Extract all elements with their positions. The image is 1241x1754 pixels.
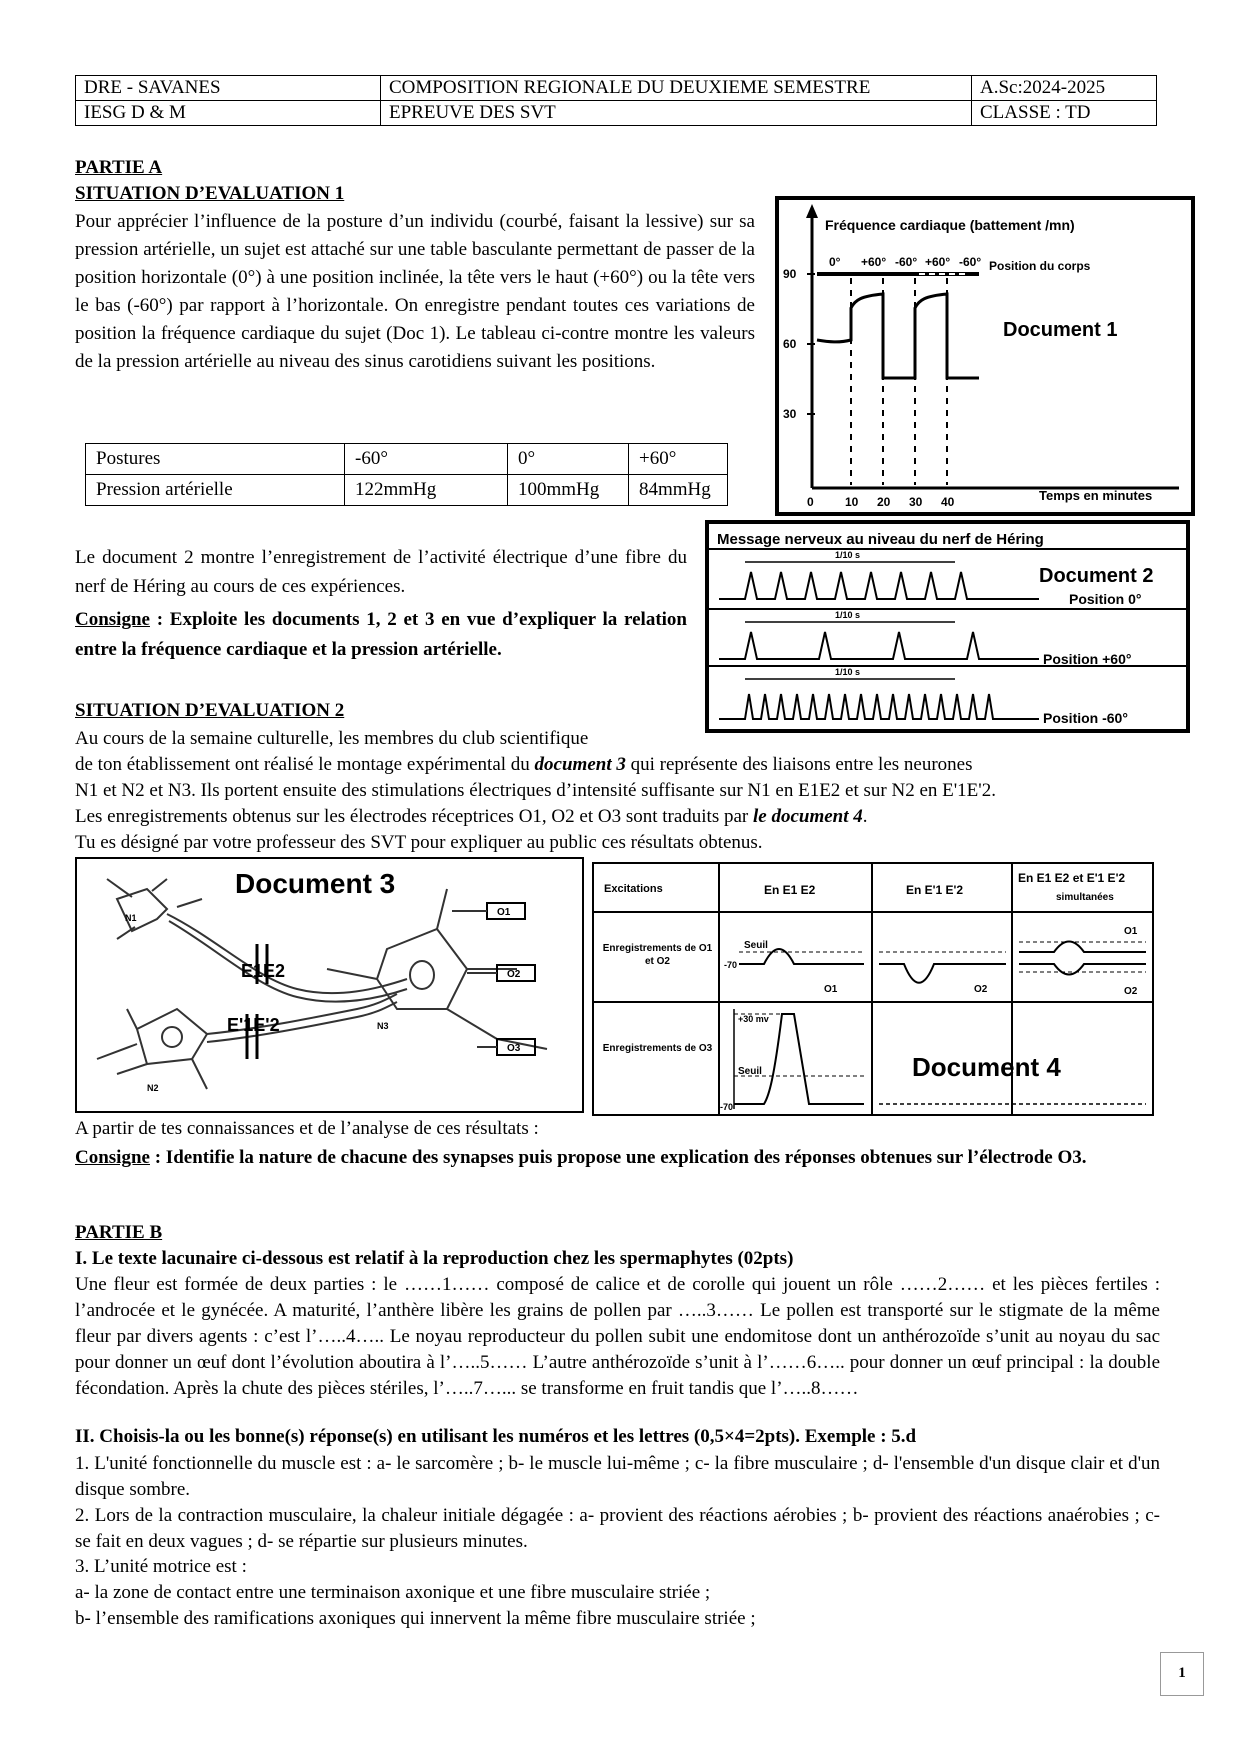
doc1-ytick: 30 <box>783 407 797 421</box>
situation2-text <box>75 726 1160 856</box>
doc4-o2: O2 <box>1124 986 1138 997</box>
doc4-title: Document 4 <box>912 1052 1061 1082</box>
s2-doc-ref: document 3 <box>534 754 626 775</box>
consigne-2 <box>75 1144 1160 1171</box>
consigne-label: Consigne <box>75 1147 150 1168</box>
table-cell: Postures <box>86 444 345 475</box>
doc1-ytick: 90 <box>783 267 797 281</box>
page-number: 1 <box>1160 1652 1204 1696</box>
s2-line <box>75 804 1160 830</box>
doc2-scale: 1/10 s <box>835 610 861 620</box>
partie-b-title: PARTIE B <box>75 1222 163 1243</box>
s2-text: qui représente des liaisons entre les neurones <box>625 754 973 775</box>
table-cell: 100mmHg <box>508 475 629 506</box>
doc4-minus70: -70 <box>720 1102 734 1112</box>
situation1-text: Pour apprécier l’influence de la posture d’un individu (courbé, faisant la lessive) sur sa pression artérielle, un sujet est attaché sur une table basculante permettant de passer de la position horizontale (0°) à une position inclinée, la tête vers le haut (+60°) ou la tête vers le bas (-60°) par rapport à l’horizontale. On enregistre pendant toutes ces variations de position la fréquence cardiaque du sujet (Doc 1). Le tableau ci-contre montre les valeurs de la pression artérielle au niveau des sinus carotidiens suivant les positions. <box>75 211 755 372</box>
s2-text: de ton établissement ont réalisé le montage expérimental du <box>75 754 535 775</box>
doc2-description: Le document 2 montre l’enregistrement de l’activité électrique d’une fibre du nerf de Héring au cours de ces expériences. <box>75 547 687 597</box>
document-3-figure <box>75 857 584 1113</box>
document-4-figure <box>592 862 1154 1116</box>
s2-line: Au cours de la semaine culturelle, les membres du club scientifique <box>75 728 589 749</box>
doc4-col-header: En E'1 E'2 <box>906 883 964 897</box>
doc1-xtick: 0 <box>807 495 814 509</box>
doc1-position: -60° <box>895 255 918 269</box>
doc2-header: Message nerveux au niveau du nerf de Héring <box>717 531 1044 548</box>
header-region: DRE - SAVANES <box>76 76 381 101</box>
question-3-option: b- l’ensemble des ramifications axoniques qui innervent la même fibre musculaire striée ; <box>75 1608 756 1629</box>
header-school: IESG D & M <box>76 101 381 126</box>
doc1-position: -60° <box>959 255 982 269</box>
s2-doc-ref: le document 4 <box>753 806 863 827</box>
doc4-col-header: Excitations <box>604 883 663 895</box>
doc4-row-header: Enregistrements de O3 <box>602 1043 713 1054</box>
partie-b-i-text: Une fleur est formée de deux parties : le ……1…… composé de calice et de corolle qui jouent un rôle ……2…… et les pièces fertiles : l’androcée et le gynécée. A maturité, l’anthère libère les grains de pollen par …..3…… Le pollen est transporté sur le stigmate de la même fleur par divers agents : c’est l’…..4….. Le noyau reproducteur du pollen subit une endomitose dont un anthérozoïde s’unit au noyau du sac pour donner un œuf dont l’évolution aboutira à l’…..5…… L’autre anthérozoïde s’unit à l’……6….. pour donner un œuf principal : la double fécondation. Après la chute des pièces stériles, l’…..7…... se transforme en fruit tandis que l’…..8…… <box>75 1274 1160 1399</box>
doc3-label-n3: N3 <box>377 1021 389 1031</box>
table-cell: +60° <box>629 444 728 475</box>
doc3-title: Document 3 <box>235 868 396 899</box>
doc4-plus30: +30 mv <box>738 1014 769 1024</box>
document-1-figure <box>775 196 1195 516</box>
doc1-xtick: 20 <box>877 495 891 509</box>
s2-line: N1 et N2 et N3. Ils portent ensuite des stimulations électriques d’intensité suffisante sur N1 en E1E2 et sur N2 en E'1E'2. <box>75 780 996 801</box>
s2-text: Les enregistrements obtenus sur les électrodes réceptrices O1, O2 et O3 sont traduits par <box>75 806 753 827</box>
table-cell: -60° <box>345 444 508 475</box>
doc1-position: 0° <box>829 255 841 269</box>
s2-line <box>75 752 1160 778</box>
doc1-xtick: 40 <box>941 495 955 509</box>
doc1-title: Document 1 <box>1003 319 1118 341</box>
doc1-ytick: 60 <box>783 337 797 351</box>
doc1-position: +60° <box>861 255 887 269</box>
header-class: CLASSE : TD <box>972 101 1157 126</box>
doc3-label-e1e2: E1E2 <box>241 961 286 981</box>
doc2-position: Position -60° <box>1043 710 1128 726</box>
table-cell: 84mmHg <box>629 475 728 506</box>
table-cell: 0° <box>508 444 629 475</box>
consigne-1-text: : Exploite les documents 1, 2 et 3 en vue d’expliquer la relation entre la fréquence cardiaque et la pression artérielle. <box>75 609 687 660</box>
doc3-label-n2: N2 <box>147 1083 159 1093</box>
doc3-label-o3: O3 <box>507 1043 521 1054</box>
partie-b-i-title: I. Le texte lacunaire ci-dessous est relatif à la reproduction chez les spermaphytes (02pts) <box>75 1248 794 1269</box>
partie-a-title: PARTIE A <box>75 157 163 178</box>
doc4-minus70: -70 <box>724 960 738 970</box>
header-exam-title: COMPOSITION REGIONALE DU DEUXIEME SEMESTRE <box>381 76 972 101</box>
doc1-ylabel: Fréquence cardiaque (battement /mn) <box>825 217 1075 233</box>
table-cell: Pression artérielle <box>86 475 345 506</box>
header-year: A.Sc:2024-2025 <box>972 76 1157 101</box>
doc2-title: Document 2 <box>1039 565 1154 587</box>
s2-line: Tu es désigné par votre professeur des SVT pour expliquer au public ces résultats obtenus. <box>75 832 763 853</box>
consigne-label: Consigne <box>75 609 150 630</box>
doc4-row-header: Enregistrements de O1 et O2 <box>602 943 713 967</box>
doc4-o2: O2 <box>974 984 988 995</box>
doc4-col-header: En E1 E2 et E'1 E'2 <box>1018 871 1126 885</box>
situation2-title: SITUATION D’EVALUATION 2 <box>75 700 345 721</box>
doc2-scale: 1/10 s <box>835 667 861 677</box>
doc1-xlabel: Temps en minutes <box>1039 488 1153 503</box>
doc4-o1: O1 <box>824 984 838 995</box>
doc2-scale: 1/10 s <box>835 550 861 560</box>
partie-b-ii-title: II. Choisis-la ou les bonne(s) réponse(s) en utilisant les numéros et les lettres (0,5×4=2pts). Exemple : 5.d <box>75 1426 917 1447</box>
doc3-label-o2: O2 <box>507 969 521 980</box>
pressure-table <box>85 443 728 506</box>
situation1-title: SITUATION D’EVALUATION 1 <box>75 183 345 204</box>
doc4-col-header: simultanées <box>1056 892 1114 903</box>
doc4-col-header: En E1 E2 <box>764 883 816 897</box>
doc4-seuil: Seuil <box>744 940 768 951</box>
doc3-label-e1e2-prime: E'1E'2 <box>227 1015 280 1035</box>
doc2-position: Position 0° <box>1069 591 1142 607</box>
question-2: 2. Lors de la contraction musculaire, la chaleur initiale dégagée : a- provient des réactions aérobies ; b- provient des réactions anaérobies ; c- se fait en deux vagues ; d- se répartie sur plusieurs minutes. <box>75 1505 1160 1552</box>
header-table <box>75 75 1157 126</box>
doc4-o1: O1 <box>1124 926 1138 937</box>
doc4-seuil: Seuil <box>738 1066 762 1077</box>
consigne-2-text: : Identifie la nature de chacune des synapses puis propose une explication des réponses obtenues sur l’électrode O3. <box>149 1147 1087 1168</box>
doc1-position-label: Position du corps <box>989 259 1091 273</box>
s2-text: . <box>862 806 868 827</box>
question-3: 3. L’unité motrice est : <box>75 1556 247 1577</box>
doc1-xtick: 10 <box>845 495 859 509</box>
doc1-position: +60° <box>925 255 951 269</box>
doc2-position: Position +60° <box>1043 651 1132 667</box>
question-3-option: a- la zone de contact entre une terminaison axonique et une fibre musculaire striée ; <box>75 1582 711 1603</box>
doc1-xtick: 30 <box>909 495 923 509</box>
question-1: 1. L'unité fonctionnelle du muscle est : a- le sarcomère ; b- le muscle lui-même ; c- la fibre musculaire ; d- l'ensemble d'un disque clair et d'un disque sombre. <box>75 1453 1160 1500</box>
document-2-figure <box>705 520 1190 733</box>
consigne-1 <box>75 605 687 665</box>
analyse-text: A partir de tes connaissances et de l’analyse de ces résultats : <box>75 1118 539 1139</box>
table-cell: 122mmHg <box>345 475 508 506</box>
doc3-label-n1: N1 <box>125 913 137 923</box>
doc3-label-o1: O1 <box>497 907 511 918</box>
header-subject: EPREUVE DES SVT <box>381 101 972 126</box>
